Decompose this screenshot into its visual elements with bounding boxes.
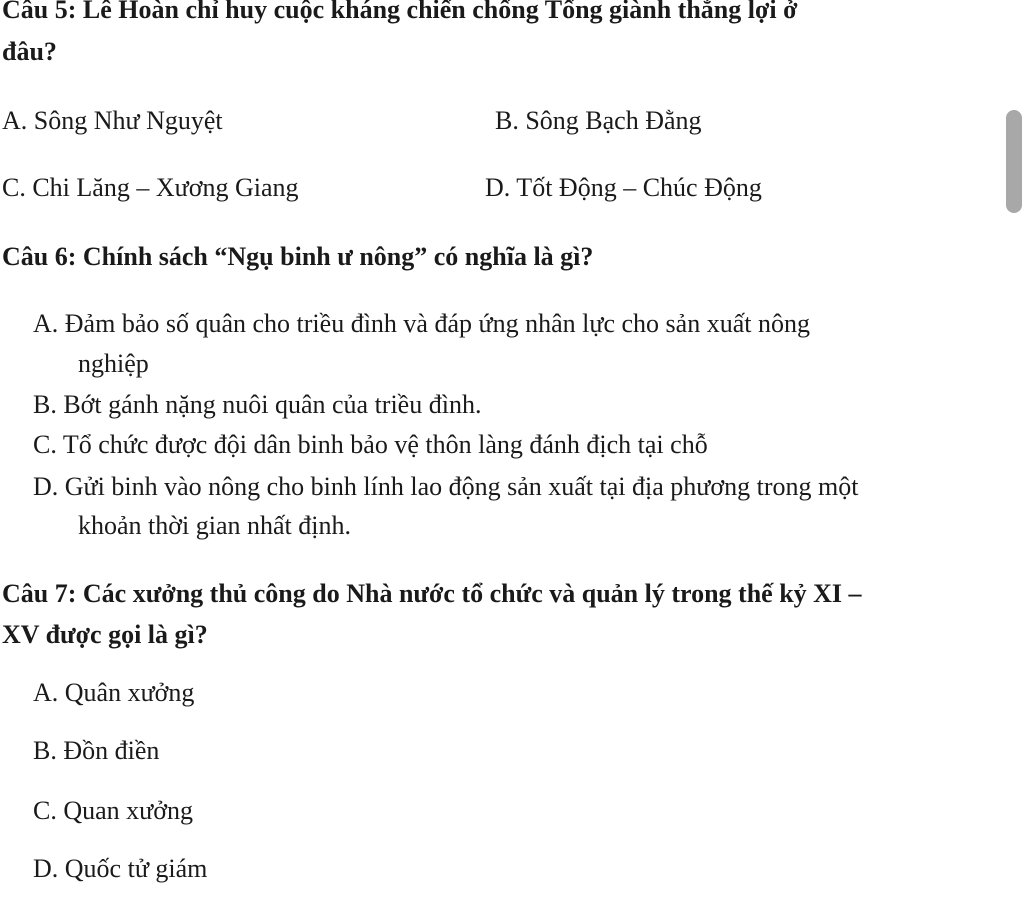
q6-option-a-line2: nghiệp [78, 349, 149, 378]
q6-question: Câu 6: Chính sách “Ngụ binh ư nông” có nghĩa là gì? [2, 242, 594, 271]
q5-option-a: A. Sông Như Nguyệt [2, 106, 223, 135]
q6-option-c: C. Tổ chức được đội dân binh bảo vệ thôn làng đánh địch tại chỗ [33, 430, 708, 459]
q5-option-b: B. Sông Bạch Đằng [495, 106, 702, 135]
q5-option-c: C. Chi Lăng – Xương Giang [2, 173, 299, 202]
scrollbar-thumb[interactable] [1006, 110, 1022, 213]
q5-option-d: D. Tốt Động – Chúc Động [485, 173, 762, 202]
q7-option-d: D. Quốc tử giám [33, 854, 208, 883]
q6-option-d-line2: khoản thời gian nhất định. [78, 511, 351, 540]
q5-question-line1: Câu 5: Lê Hoàn chỉ huy cuộc kháng chiến chống Tống giành thắng lợi ở [2, 0, 798, 24]
q6-option-b: B. Bớt gánh nặng nuôi quân của triều đình. [33, 390, 482, 419]
q7-option-a: A. Quân xưởng [33, 678, 195, 707]
q7-option-b: B. Đồn điền [33, 736, 160, 765]
q6-option-d-line1: D. Gửi binh vào nông cho binh lính lao động sản xuất tại địa phương trong một [33, 472, 859, 501]
q7-question-line1: Câu 7: Các xưởng thủ công do Nhà nước tổ chức và quản lý trong thế kỷ XI – [2, 579, 862, 608]
q5-question-line2: đâu? [2, 37, 57, 66]
q7-question-line2: XV được gọi là gì? [2, 620, 208, 649]
q7-option-c: C. Quan xưởng [33, 796, 193, 825]
q6-option-a-line1: A. Đảm bảo số quân cho triều đình và đáp ứng nhân lực cho sản xuất nông [33, 309, 810, 338]
